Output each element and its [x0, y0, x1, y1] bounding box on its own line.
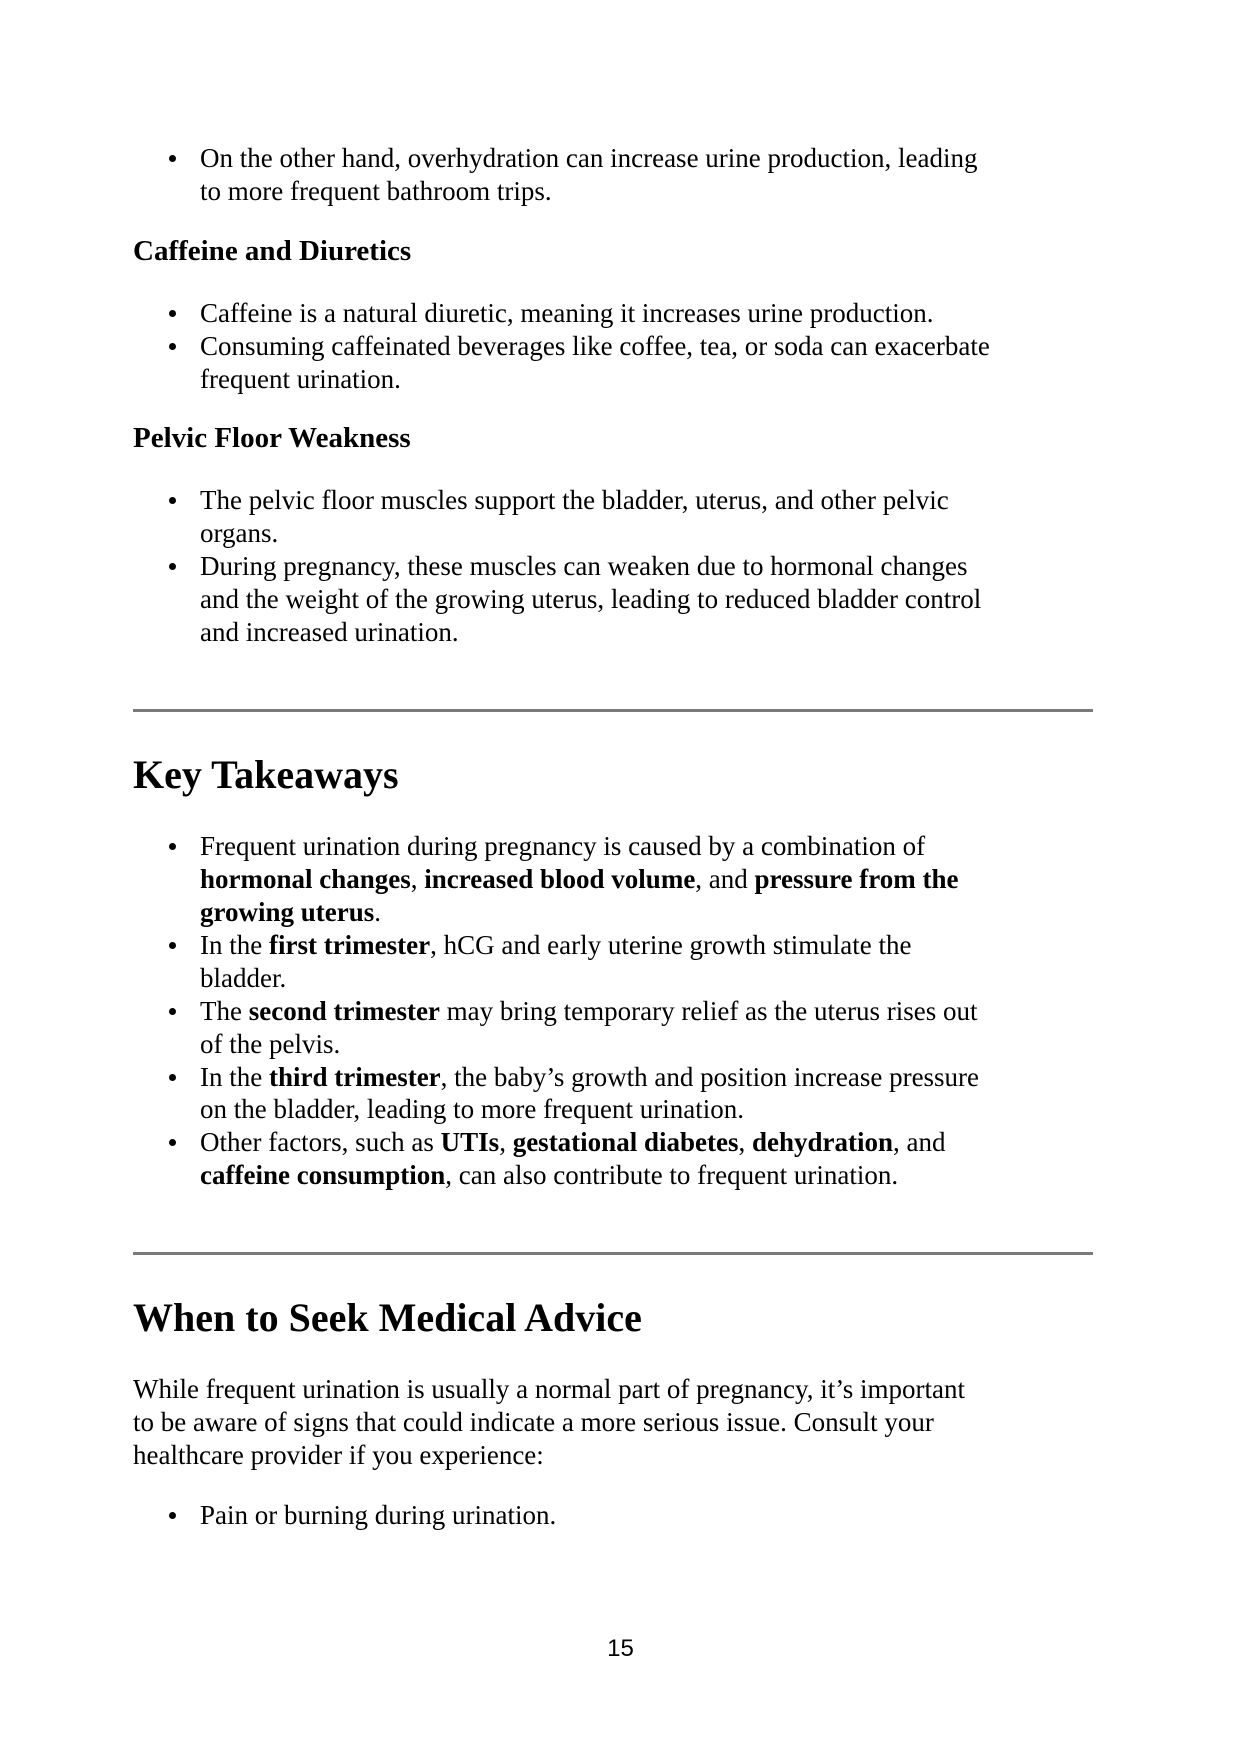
- text-segment: ,: [410, 863, 425, 894]
- bold-text: gestational diabetes: [512, 1127, 739, 1158]
- list-item: [133, 929, 1003, 995]
- bullet-icon: [169, 942, 176, 949]
- bold-text: increased blood volume: [424, 863, 696, 894]
- heading-key-takeaways: Key Takeaways: [133, 751, 399, 797]
- text-segment: The pelvic floor muscles support the bladder, uterus, and other pelvic organs.: [200, 485, 949, 549]
- bold-text: first trimester: [268, 929, 431, 960]
- bullet-list: [133, 297, 1093, 396]
- bullet-icon: [169, 310, 176, 317]
- heading-pelvic-floor-weakness: Pelvic Floor Weakness: [133, 422, 411, 455]
- paragraph: While frequent urination is usually a normal part of pregnancy, it’s important to be aware of signs that could indicate a more serious issue. Consult your healthcare provider if you experience:: [133, 1374, 966, 1471]
- text-segment: may bring temporary relief as the uterus rises out of the pelvis.: [200, 995, 978, 1059]
- text-segment: , can also contribute to frequent urination.: [445, 1160, 899, 1191]
- heading-when-to-seek-medical-advice: When to Seek Medical Advice: [133, 1295, 642, 1341]
- text-segment: Caffeine is a natural diuretic, meaning it increases urine production.: [200, 297, 934, 328]
- page-number: 15: [607, 1634, 634, 1662]
- list-item: [133, 995, 1003, 1061]
- list-item: [133, 484, 1003, 550]
- horizontal-rule: [133, 1252, 1093, 1255]
- bold-text: second trimester: [248, 995, 440, 1026]
- bullet-icon: [169, 1139, 176, 1146]
- text-segment: Pain or burning during urination.: [200, 1500, 557, 1531]
- text-segment: The: [200, 995, 249, 1026]
- bold-text: third trimester: [268, 1061, 441, 1092]
- text-segment: , and: [892, 1127, 946, 1158]
- text-segment: Consuming caffeinated beverages like coffee, tea, or soda can exacerbate frequent urination.: [200, 330, 990, 394]
- text-segment: In the: [200, 1061, 269, 1092]
- list-item: [133, 1126, 1003, 1192]
- list-item: [133, 330, 1003, 396]
- text-segment: .: [374, 896, 382, 927]
- horizontal-rule: [133, 709, 1093, 712]
- list-item: [133, 1499, 1003, 1532]
- bullet-icon: [169, 155, 176, 162]
- heading-caffeine-and-diuretics: Caffeine and Diuretics: [133, 234, 412, 267]
- bullet-icon: [169, 843, 176, 850]
- bullet-icon: [169, 497, 176, 504]
- text-segment: During pregnancy, these muscles can weaken due to hormonal changes and the weight of the growing uterus, leading to reduced bladder control and increased urination.: [200, 551, 982, 648]
- list-item: [133, 550, 1003, 649]
- bold-text: pressure from the growing uterus: [200, 863, 959, 927]
- text-segment: , and: [695, 863, 755, 894]
- list-item: [133, 297, 1003, 330]
- bullet-list: [133, 830, 1093, 1192]
- bullet-icon: [169, 1512, 176, 1519]
- bullet-icon: [169, 343, 176, 350]
- bullet-list: [133, 1499, 1093, 1532]
- list-item: [133, 1061, 1003, 1127]
- text-segment: Frequent urination during pregnancy is caused by a combination of: [200, 830, 926, 861]
- bullet-list: [133, 142, 1093, 208]
- list-item: [133, 830, 1003, 929]
- text-segment: , the baby’s growth and position increase pressure on the bladder, leading to more frequent urination.: [200, 1061, 980, 1125]
- text-segment: In the: [200, 929, 269, 960]
- text-segment: ,: [738, 1127, 752, 1158]
- bold-text: hormonal changes: [200, 863, 411, 894]
- text-segment: Other factors, such as: [200, 1127, 441, 1158]
- bold-text: dehydration: [751, 1127, 893, 1158]
- document-content: [133, 142, 1093, 1532]
- bold-text: UTIs: [440, 1127, 500, 1158]
- bullet-list: [133, 484, 1093, 649]
- text-segment: ,: [499, 1127, 513, 1158]
- text-segment: , hCG and early uterine growth stimulate the bladder.: [200, 929, 912, 993]
- bullet-icon: [169, 563, 176, 570]
- list-item: [133, 142, 1003, 208]
- bullet-icon: [169, 1008, 176, 1015]
- bold-text: caffeine consumption: [200, 1160, 446, 1191]
- text-segment: On the other hand, overhydration can increase urine production, leading to more frequent bathroom trips.: [200, 143, 978, 206]
- bullet-icon: [169, 1074, 176, 1081]
